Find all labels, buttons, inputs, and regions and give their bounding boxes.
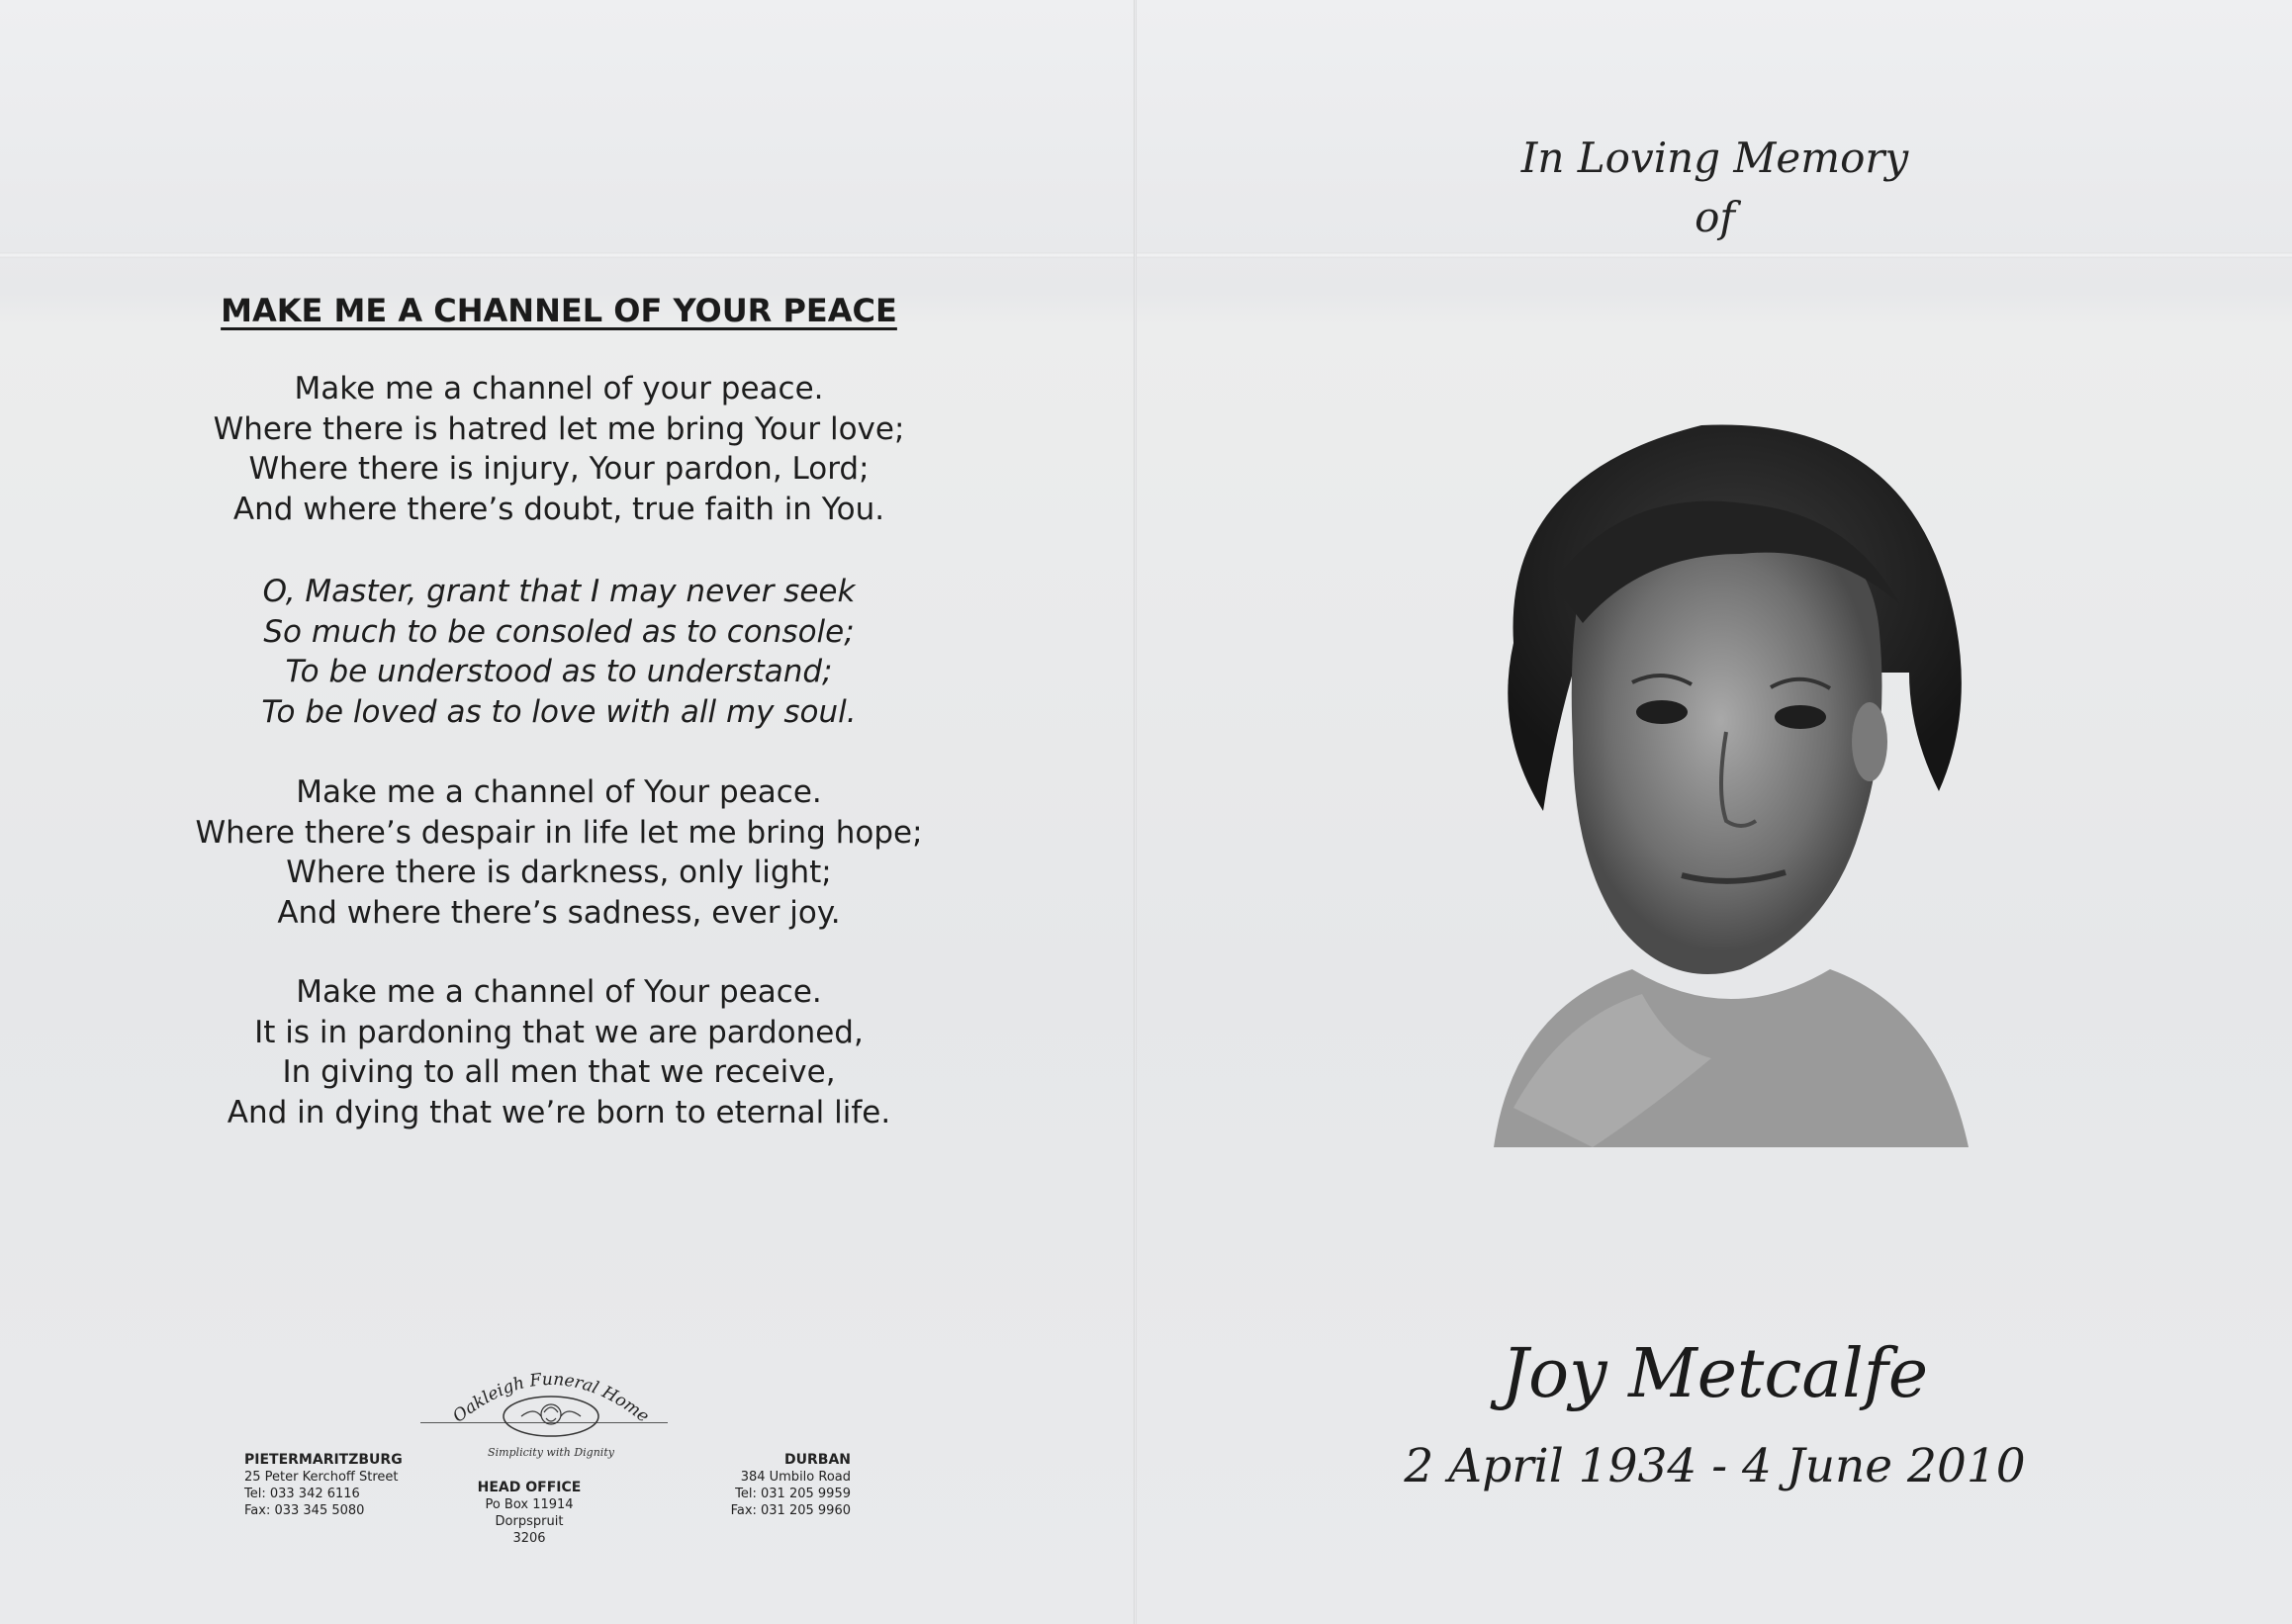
funeral-home-footer [0,1355,1134,1573]
cover-page [1138,0,2292,1624]
office-line: Po Box 11914 [485,1497,574,1512]
office-line: Fax: 033 345 5080 [244,1503,365,1518]
poem-line: So much to be consoled as to console; [263,613,855,650]
poem-line: And in dying that we’re born to eternal life. [227,1094,891,1130]
poem-line: Where there’s despair in life let me bring hope; [195,814,923,851]
office-city: DURBAN [784,1452,851,1468]
poem-line: Make me a channel of Your peace. [296,974,822,1010]
svg-text:Oakleigh Funeral Home [449,1370,653,1427]
poem-line: Where there is hatred let me bring Your love; [213,410,905,447]
rose-icon [521,1404,581,1424]
memorial-heading-line: of [1695,193,1735,241]
poem-stanza-2 [0,572,1118,732]
poem-line: And where there’s doubt, true faith in You. [232,491,885,527]
poem-line: To be loved as to love with all my soul. [261,693,857,730]
office-line: Tel: 033 342 6116 [244,1487,360,1501]
poem-line: Make me a channel of your peace. [294,371,824,406]
office-line: 384 Umbilo Road [740,1470,851,1485]
office-city: PIETERMARITZBURG [244,1452,403,1468]
funeral-home-logo [427,1355,675,1464]
poem-line: It is in pardoning that we are pardoned, [254,1014,864,1050]
memorial-heading-line: In Loving Memory [1520,134,1909,182]
eye [1636,700,1688,724]
poem-line: In giving to all men that we receive, [282,1054,836,1090]
poem-line: Make me a channel of Your peace. [296,774,822,810]
office-line: 25 Peter Kerchoff Street [244,1470,399,1485]
poem-line: O, Master, grant that I may never seek [262,574,856,609]
logo-tagline: Simplicity with Dignity [488,1446,614,1459]
poem-stanza-3 [0,772,1118,933]
deceased-name: Joy Metcalfe [1501,1335,1929,1413]
office-line: 3206 [512,1531,546,1546]
office-pietermaritzburg [244,1452,403,1519]
office-line: Fax: 031 205 9960 [730,1503,851,1518]
poem-stanza-1 [0,369,1118,529]
memorial-heading [1138,129,2292,247]
left-page [0,0,1134,1624]
poem-line: Where there is injury, Your pardon, Lord; [248,451,870,487]
life-dates: 2 April 1934 - 4 June 2010 [1404,1439,2026,1493]
center-fold [1134,0,1137,1624]
poem-line: And where there’s sadness, ever joy. [277,894,841,931]
office-city: HEAD OFFICE [477,1480,582,1495]
poem-line: To be understood as to understand; [285,654,833,689]
logo-arc-text: Oakleigh Funeral Home [449,1369,653,1427]
office-head [465,1480,594,1547]
portrait-photo [1474,415,1988,1147]
logo-oval [504,1397,598,1436]
office-durban [692,1452,851,1519]
poem-stanza-4 [0,972,1118,1132]
poem-title: MAKE ME A CHANNEL OF YOUR PEACE [221,292,897,329]
office-line: Tel: 031 205 9959 [735,1487,851,1501]
eye [1775,705,1826,729]
office-line: Dorpspruit [495,1514,564,1529]
poem-line: Where there is darkness, only light; [286,855,832,890]
